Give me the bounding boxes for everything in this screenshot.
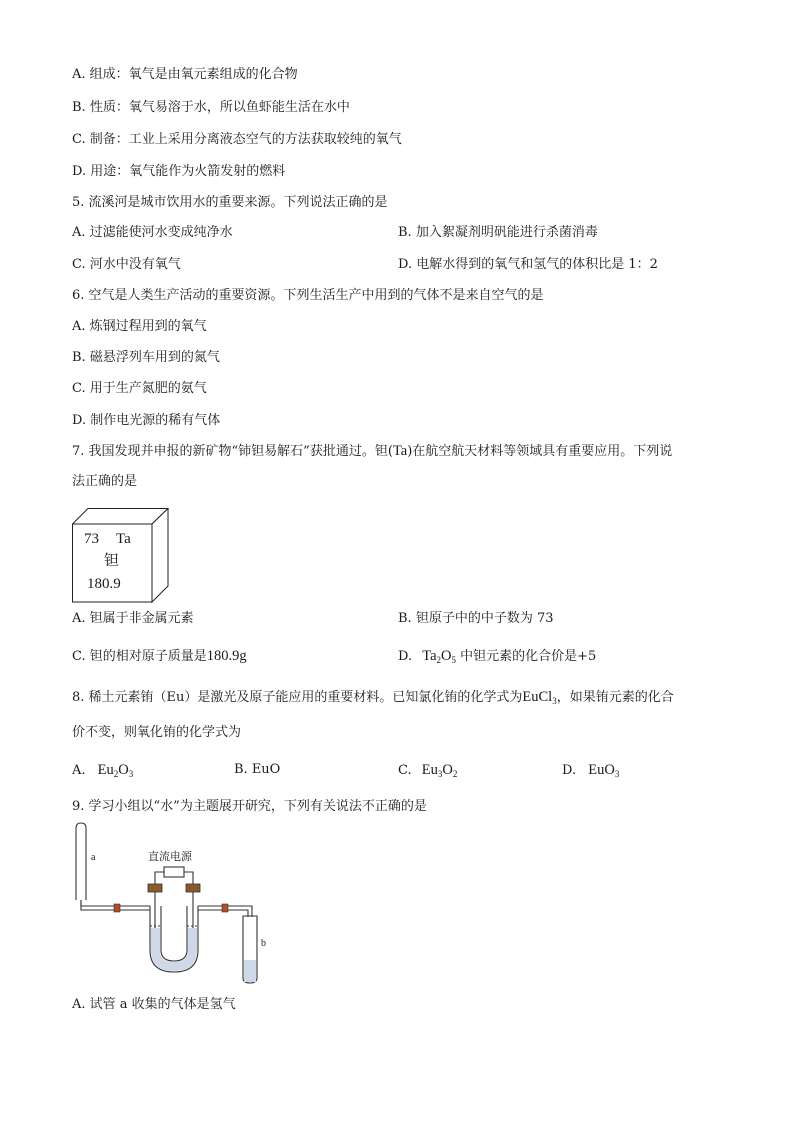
q7-stem	[72, 442, 672, 461]
option-label: C.	[398, 763, 412, 778]
q9-option-a: A. 试管 a 收集的气体是氢气	[72, 997, 236, 1012]
q8-option-c-formula	[422, 762, 458, 778]
q6-option-c: C. 用于生产氮肥的氨气	[72, 381, 207, 396]
q4-option-d: D. 用途：氧气能作为火箭发射的燃料	[72, 164, 286, 179]
q6-option-b: B. 磁悬浮列车用到的氮气	[72, 350, 220, 365]
formula-subscript: 2	[436, 655, 442, 665]
formula-part: O	[118, 762, 129, 778]
tube-b-label: b	[261, 938, 266, 949]
formula-part: O	[441, 648, 452, 664]
element-cube-figure	[72, 508, 172, 604]
option-label: A.	[72, 763, 86, 778]
formula-subscript: 3	[552, 696, 557, 706]
formula-subscript: 3	[614, 769, 620, 779]
q8-option-d-formula	[588, 762, 619, 778]
q8-option-a-formula	[98, 762, 134, 778]
q7-stem-post: )在航空航天材料等领域具有重要应用。下列说	[407, 444, 673, 459]
q8-option-c	[398, 761, 457, 780]
q8-stem-post: ，如果铕元素的化合	[556, 690, 674, 705]
formula-subscript: 2	[452, 769, 458, 779]
q4-option-a: A. 组成：氧气是由氧元素组成的化合物	[72, 67, 298, 82]
test-tube-a-outline	[76, 823, 86, 900]
q7-stem-pre: 7. 我国发现并申报的新矿物“铈钽易解石”获批通过。钽(	[72, 444, 393, 459]
formula-part: Eu	[97, 762, 114, 778]
formula-part: Eu	[421, 762, 438, 778]
formula-part: EuO	[588, 762, 615, 778]
formula-subscript: 3	[128, 769, 134, 779]
formula-part: EuCl	[522, 689, 553, 705]
q7-stem-ta: Ta	[392, 443, 408, 459]
q8-option-a	[72, 761, 133, 780]
q7-option-c	[72, 647, 247, 666]
element-mass: 180.9	[87, 576, 121, 592]
element-number: 73	[84, 531, 99, 547]
q7-option-d-formula	[422, 648, 456, 664]
q8-stem-formula	[522, 689, 556, 705]
q7-option-d-text: 中钽元素的化合价是+5	[456, 649, 597, 664]
q6-stem: 6. 空气是人类生产活动的重要资源。下列生活生产中用到的气体不是来自空气的是	[72, 288, 544, 303]
q7-option-c-value: 180.9g	[206, 648, 247, 664]
q9-stem: 9. 学习小组以“水”为主题展开研究，下列有关说法不正确的是	[72, 799, 427, 814]
q5-option-b: B. 加入絮凝剂明矾能进行杀菌消毒	[398, 225, 598, 240]
element-name: 钽	[104, 553, 120, 569]
q7-option-b: B. 钽原子中的中子数为 73	[398, 611, 554, 626]
u-tube-inner	[161, 906, 187, 961]
element-symbol: Ta	[116, 531, 131, 547]
q7-stem-line2: 法正确的是	[72, 474, 138, 489]
q5-option-d: D. 电解水得到的氧气和氢气的体积比是 1：2	[398, 257, 658, 272]
tube-a-label: a	[91, 852, 96, 863]
q7-option-c-text: C. 钽的相对原子质量是	[72, 649, 207, 664]
q4-option-c: C. 制备：工业上采用分离液态空气的方法获取较纯的氧气	[72, 132, 402, 147]
q4-option-b: B. 性质：氧气易溶于水，所以鱼虾能生活在水中	[72, 100, 350, 115]
q7-option-a: A. 钽属于非金属元素	[72, 611, 194, 626]
q8-option-d	[562, 761, 619, 780]
formula-part: Ta	[422, 648, 437, 664]
electrolysis-diagram	[70, 822, 284, 988]
electrolysis-apparatus	[70, 822, 284, 988]
q6-option-a: A. 炼钢过程用到的氧气	[72, 319, 207, 334]
q6-option-d: D. 制作电光源的稀有气体	[72, 413, 221, 428]
q8-stem-line2: 价不变，则氧化铕的化学式为	[72, 725, 242, 740]
q7-option-d-label: D.	[398, 649, 413, 664]
power-supply-label: 直流电源	[148, 850, 192, 863]
q8-option-b: B. EuO	[234, 762, 281, 777]
formula-subscript: 5	[451, 655, 456, 665]
option-label: D.	[562, 763, 577, 778]
formula-subscript: 2	[113, 769, 119, 779]
q5-option-c: C. 河水中没有氧气	[72, 257, 181, 272]
q8-stem-pre: 8. 稀土元素铕（Eu）是激光及原子能应用的重要材料。已知氯化铕的化学式为	[72, 690, 523, 705]
formula-part: O	[442, 762, 453, 778]
q7-option-d	[398, 647, 596, 666]
q8-stem	[72, 688, 674, 707]
q5-stem: 5. 流溪河是城市饮用水的重要来源。下列说法正确的是	[72, 195, 388, 210]
formula-subscript: 3	[437, 769, 443, 779]
q5-option-a: A. 过滤能使河水变成纯净水	[72, 225, 233, 240]
